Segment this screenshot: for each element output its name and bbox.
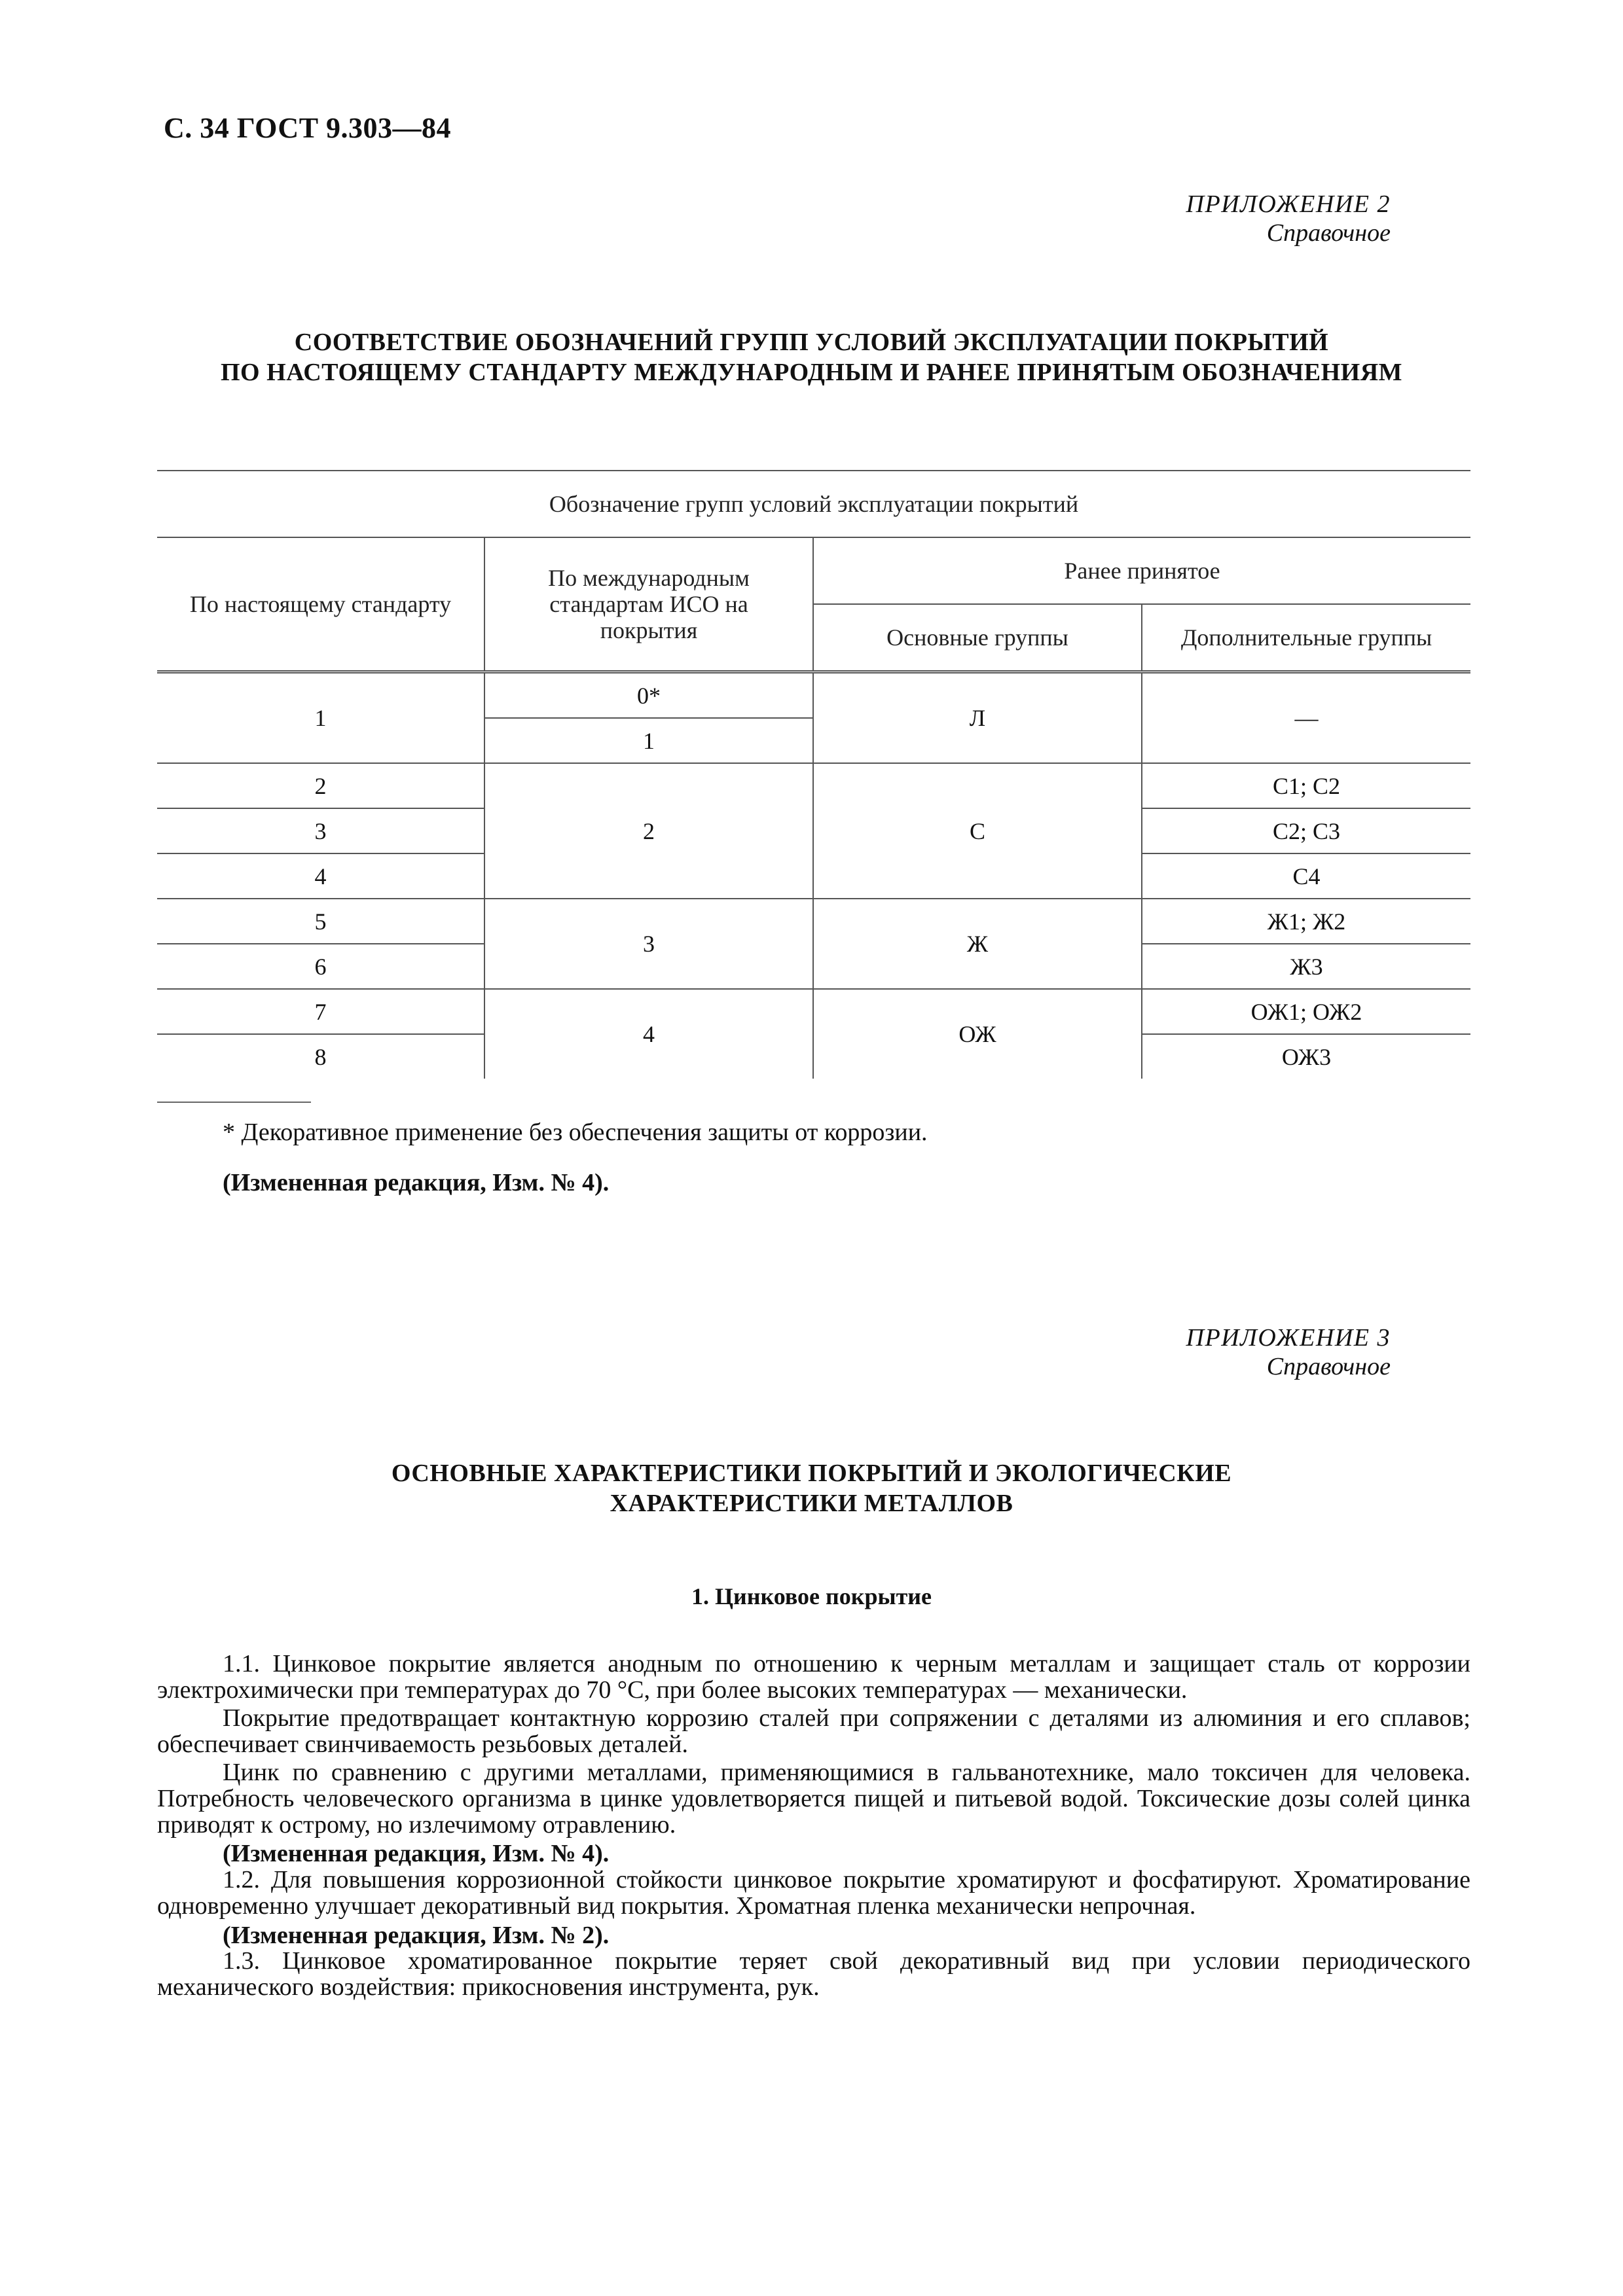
groups-table bbox=[157, 470, 1470, 1079]
cell-current: 1 bbox=[157, 672, 484, 764]
cell-additional: С4 bbox=[1142, 853, 1470, 899]
paragraph-1-3: 1.3. Цинковое хроматированное покрытие теряет свой декоративный вид при условии периодического механического воздействия: прикосновения инструмента, рук. bbox=[157, 1947, 1470, 2001]
paragraph-1-2: 1.2. Для повышения коррозионной стойкости цинковое покрытие хроматируют и фосфатируют. Хроматирование одновременно улучшает декоративный вид покрытия. Хроматная пленка механически непрочная. bbox=[157, 1866, 1470, 1920]
appendix-3-title-line-2: ХАРАКТЕРИСТИКИ МЕТАЛЛОВ bbox=[610, 1490, 1013, 1517]
appendix-2-title-line-2: ПО НАСТОЯЩЕМУ СТАНДАРТУ МЕЖДУНАРОДНЫМ И РАНЕЕ ПРИНЯТЫМ ОБОЗНАЧЕНИЯМ bbox=[220, 359, 1403, 386]
cell-current: 3 bbox=[157, 808, 484, 853]
amendment-note: (Измененная редакция, Изм. № 4). bbox=[223, 1169, 610, 1196]
cell-additional: ОЖ1; ОЖ2 bbox=[1142, 989, 1470, 1034]
cell-additional: С2; С3 bbox=[1142, 808, 1470, 853]
table-row bbox=[157, 989, 1470, 1034]
page-header: С. 34 ГОСТ 9.303—84 bbox=[164, 112, 452, 144]
cell-additional: — bbox=[1142, 672, 1470, 764]
col-additional-groups: Дополнительные группы bbox=[1142, 604, 1470, 672]
cell-additional: ОЖ3 bbox=[1281, 1043, 1332, 1070]
col-iso-standards: По международным стандартам ИСО на покрытия bbox=[484, 537, 813, 672]
footnote: * Декоративное применение без обеспечения защиты от коррозии. bbox=[223, 1119, 928, 1146]
cell-basic: С bbox=[813, 763, 1142, 899]
appendix-3-label: ПРИЛОЖЕНИЕ 3 bbox=[1186, 1324, 1391, 1352]
paragraph-1-1: 1.1. Цинковое покрытие является анодным по отношению к черным металлам и защищает сталь от коррозии электрохимически при температурах до 70 °С, при более высоких температурах — механически. bbox=[157, 1650, 1470, 1704]
appendix-3-title bbox=[0, 1458, 1623, 1518]
cell-iso: 3 bbox=[484, 899, 813, 989]
table-caption: Обозначение групп условий эксплуатации покрытий bbox=[157, 471, 1470, 537]
col-current-standard: По настоящему стандарту bbox=[157, 537, 484, 672]
cell-current: 6 bbox=[157, 944, 484, 989]
appendix-3-title-line-1: ОСНОВНЫЕ ХАРАКТЕРИСТИКИ ПОКРЫТИЙ И ЭКОЛОГИЧЕСКИЕ bbox=[391, 1460, 1232, 1487]
amendment-note: (Измененная редакция, Изм. № 2). bbox=[223, 1922, 610, 1949]
amendment-note: (Измененная редакция, Изм. № 4). bbox=[223, 1840, 610, 1867]
cell-current: 4 bbox=[157, 853, 484, 899]
cell-iso: 4 bbox=[484, 989, 813, 1079]
cell-iso: 2 bbox=[484, 763, 813, 899]
cell-iso: 0* bbox=[484, 672, 813, 719]
table-row bbox=[157, 899, 1470, 944]
appendix-2-label-block bbox=[1186, 190, 1391, 247]
cell-current: 7 bbox=[157, 989, 484, 1034]
cell-current: 8 bbox=[157, 1034, 484, 1079]
cell-basic: Л bbox=[813, 672, 1142, 764]
table-row bbox=[157, 763, 1470, 808]
footnote-divider bbox=[157, 1102, 311, 1103]
cell-additional: С1; С2 bbox=[1142, 763, 1470, 808]
appendix-2-title-line-1: СООТВЕТСТВИЕ ОБОЗНАЧЕНИЙ ГРУПП УСЛОВИЙ ЭКСПЛУАТАЦИИ ПОКРЫТИЙ bbox=[294, 329, 1329, 356]
cell-additional: Ж3 bbox=[1142, 944, 1470, 989]
cell-additional: Ж1; Ж2 bbox=[1142, 899, 1470, 944]
col-basic-groups: Основные группы bbox=[813, 604, 1142, 672]
appendix-2-kind: Справочное bbox=[1266, 219, 1391, 247]
table-row bbox=[157, 672, 1470, 719]
appendix-2-title bbox=[0, 327, 1623, 387]
col-previous: Ранее принятое bbox=[813, 537, 1470, 604]
cell-iso: 1 bbox=[484, 718, 813, 763]
cell-current: 5 bbox=[157, 899, 484, 944]
cell-current: 2 bbox=[157, 763, 484, 808]
appendix-3-label-block bbox=[1186, 1323, 1391, 1381]
appendix-3-kind: Справочное bbox=[1266, 1353, 1391, 1380]
appendix-2-label: ПРИЛОЖЕНИЕ 2 bbox=[1186, 190, 1391, 218]
paragraph-zinc-toxicity: Цинк по сравнению с другими металлами, применяющимися в гальванотехнике, мало токсичен для человека. Потребность человеческого организма в цинке удовлетворяется пищей и питьевой водой. Токсические дозы солей цинка приводят к острому, но излечимому отравлению. bbox=[157, 1759, 1470, 1839]
cell-basic: ОЖ bbox=[813, 989, 1142, 1079]
section-1-title: 1. Цинковое покрытие bbox=[691, 1583, 932, 1609]
cell-basic: Ж bbox=[813, 899, 1142, 989]
paragraph-coating-contact: Покрытие предотвращает контактную коррозию сталей при сопряжении с деталями из алюминия и его сплавов; обеспечивает свинчиваемость резьбовых деталей. bbox=[157, 1704, 1470, 1758]
